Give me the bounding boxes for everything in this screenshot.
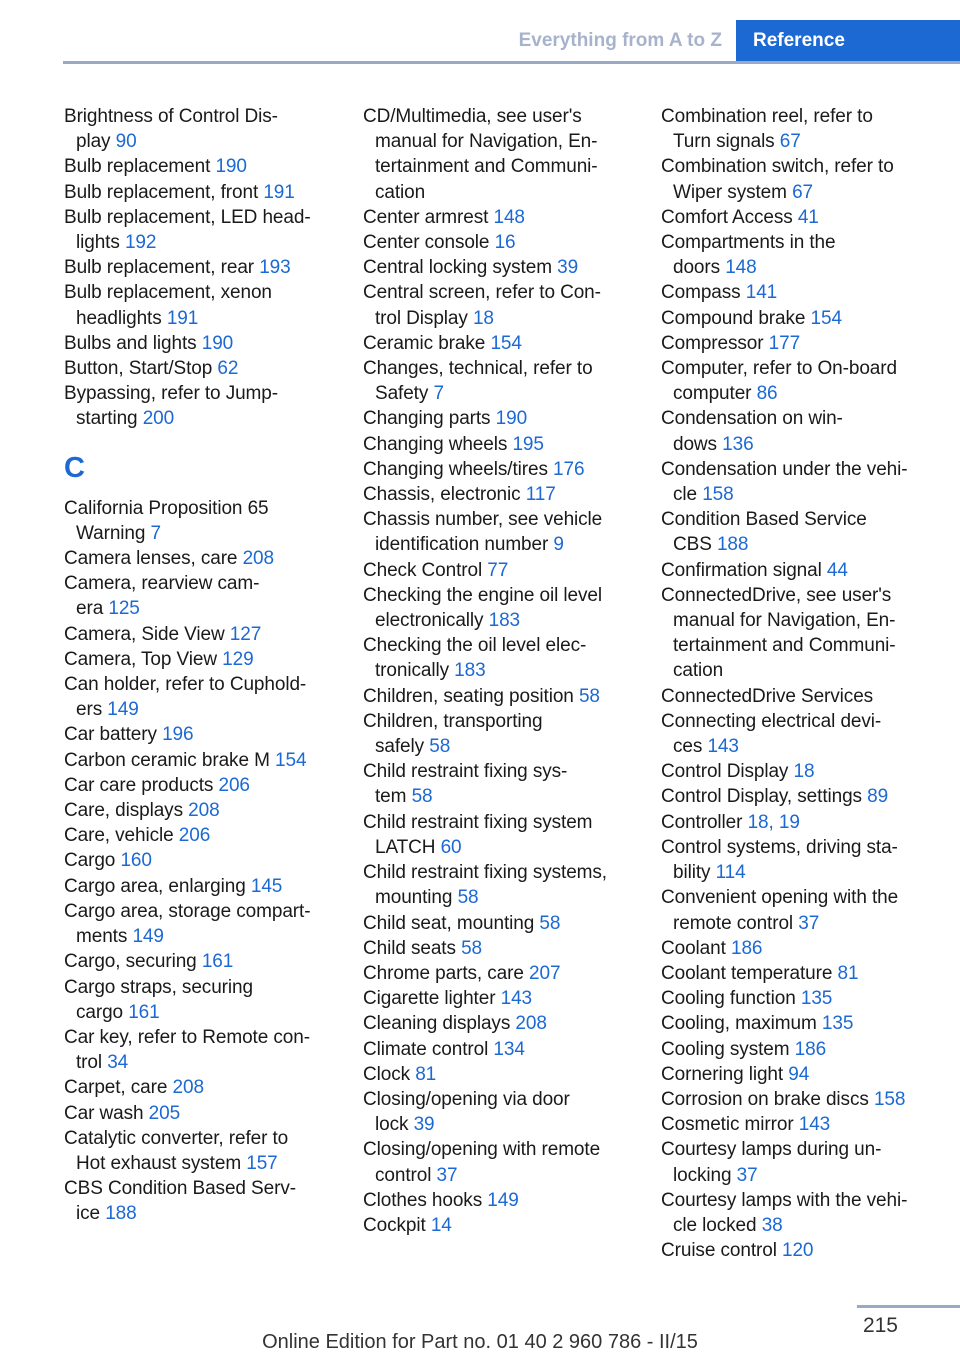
index-entry-term: Connecting electrical devi- ces bbox=[661, 710, 882, 758]
index-entry-term: Condensation under the vehi- cle bbox=[661, 458, 908, 506]
index-entry-term: Chassis number, see vehicle identification number bbox=[363, 509, 603, 556]
index-entry-term: Condensation on win- dows bbox=[661, 408, 843, 455]
index-entry-term: Combination switch, refer to Wiper system bbox=[661, 156, 894, 203]
page-reference-link[interactable]: 127 bbox=[229, 623, 262, 645]
index-entry bbox=[64, 949, 332, 974]
index-entry bbox=[363, 583, 631, 633]
index-entry-term: Can holder, refer to Cuphold- ers bbox=[64, 674, 307, 721]
index-entry bbox=[64, 1101, 332, 1126]
index-entry-term: Corrosion on brake discs bbox=[661, 1088, 869, 1110]
index-entry-term: Ceramic brake bbox=[363, 332, 486, 354]
index-entry-term: Child restraint fixing system LATCH bbox=[363, 811, 593, 858]
index-entry bbox=[363, 1062, 631, 1087]
index-entry bbox=[64, 798, 332, 823]
index-entry bbox=[363, 230, 631, 255]
index-entry-term: Compartments in the doors bbox=[661, 232, 836, 279]
index-entry-term: Compound brake bbox=[661, 307, 806, 329]
index-entry-term: Check Control bbox=[363, 559, 483, 581]
index-column-1 bbox=[64, 104, 332, 1227]
index-entry-term: Changing wheels bbox=[363, 433, 508, 455]
index-entry bbox=[661, 684, 929, 709]
index-entry-term: Central locking system bbox=[363, 257, 552, 279]
index-entry-term: Central screen, refer to Con- trol Display bbox=[363, 282, 601, 329]
page-reference-link[interactable]: 208 bbox=[172, 1077, 204, 1099]
page-reference-link[interactable]: 38 bbox=[761, 1214, 783, 1236]
header-rule bbox=[63, 61, 960, 64]
index-entry bbox=[64, 356, 332, 381]
index-entry-term: Carbon ceramic brake M bbox=[64, 749, 270, 771]
index-entry bbox=[661, 583, 929, 684]
index-entry bbox=[64, 722, 332, 747]
page-reference-link[interactable]: 60 bbox=[440, 836, 462, 858]
index-entry bbox=[64, 280, 332, 330]
page-reference-link[interactable]: 200 bbox=[142, 408, 175, 430]
index-entry bbox=[661, 1037, 929, 1062]
page-reference-link[interactable]: 143 bbox=[500, 988, 533, 1010]
index-entry bbox=[661, 306, 929, 331]
index-entry bbox=[661, 558, 929, 583]
index-entry bbox=[363, 280, 631, 330]
index-entry bbox=[661, 280, 929, 305]
index-entry bbox=[64, 773, 332, 798]
page-reference-link[interactable]: 89 bbox=[867, 786, 889, 808]
index-entry-term: Courtesy lamps during un- locking bbox=[661, 1139, 882, 1186]
page-reference-link[interactable]: 208 bbox=[515, 1013, 547, 1035]
chapter-tab: Reference bbox=[736, 20, 960, 64]
page-reference-link[interactable]: 37 bbox=[436, 1164, 458, 1186]
page-reference-link[interactable]: 41 bbox=[797, 206, 819, 228]
page-reference-link[interactable]: 207 bbox=[529, 962, 561, 984]
page-reference-link[interactable]: 190 bbox=[495, 408, 528, 430]
page-reference-link[interactable]: 193 bbox=[259, 257, 291, 279]
index-entry-term: Car care products bbox=[64, 774, 214, 796]
index-entry-term: California Proposition 65 Warning bbox=[64, 497, 269, 544]
index-entry bbox=[363, 759, 631, 809]
index-entry bbox=[363, 684, 631, 709]
index-entry bbox=[64, 1025, 332, 1075]
index-entry-term: Camera, rearview cam- era bbox=[64, 573, 260, 620]
index-entry bbox=[661, 205, 929, 230]
page-reference-link[interactable]: 206 bbox=[178, 825, 211, 847]
index-entry bbox=[363, 558, 631, 583]
index-entry bbox=[661, 936, 929, 961]
page-reference-link[interactable]: 58 bbox=[457, 887, 479, 909]
index-entry-term: Condition Based Service CBS bbox=[661, 509, 867, 556]
index-entry-term: Combination reel, refer to Turn signals bbox=[661, 106, 873, 153]
index-entry-term: Button, Start/Stop bbox=[64, 358, 213, 380]
index-entry-term: Bypassing, refer to Jump- starting bbox=[64, 383, 278, 430]
index-entry bbox=[363, 104, 631, 205]
page-reference-link[interactable]: 154 bbox=[275, 749, 307, 771]
page-reference-link[interactable]: 136 bbox=[722, 433, 754, 455]
index-entry-term: Care, displays bbox=[64, 800, 183, 822]
index-entry-term: Bulb replacement, xenon headlights bbox=[64, 282, 272, 329]
index-entry bbox=[363, 986, 631, 1011]
index-entry bbox=[363, 205, 631, 230]
index-entry bbox=[363, 961, 631, 986]
index-entry-term: Bulb replacement, rear bbox=[64, 257, 255, 279]
index-entry-term: Car battery bbox=[64, 724, 157, 746]
index-entry-term: Car key, refer to Remote con- trol bbox=[64, 1026, 310, 1074]
index-entry bbox=[64, 899, 332, 949]
page-reference-link[interactable]: 67 bbox=[792, 181, 813, 203]
page-reference-link[interactable]: 191 bbox=[166, 307, 199, 329]
page-reference-link[interactable]: 158 bbox=[873, 1088, 906, 1110]
index-entry-term: Catalytic converter, refer to Hot exhaust system bbox=[64, 1127, 289, 1174]
index-entry-term: Center console bbox=[363, 232, 490, 254]
index-entry-term: Convenient opening with the remote control bbox=[661, 887, 899, 934]
index-entry bbox=[661, 1062, 929, 1087]
index-entry-term: Camera, Side View bbox=[64, 623, 225, 645]
page-reference-link[interactable]: 158 bbox=[702, 484, 734, 506]
index-entry-term: Controller bbox=[661, 811, 743, 833]
index-entry-term: CD/Multimedia, see user's manual for Navigation, En- tertainment and Communi- cation bbox=[363, 106, 598, 203]
index-entry bbox=[363, 1213, 631, 1238]
page-reference-link[interactable]: 161 bbox=[128, 1001, 160, 1023]
page-reference-link[interactable]: 135 bbox=[800, 988, 833, 1010]
page-reference-link[interactable]: 39 bbox=[413, 1114, 435, 1136]
index-entry bbox=[64, 205, 332, 255]
index-entry-term: Camera lenses, care bbox=[64, 548, 238, 570]
index-entry-term: Coolant bbox=[661, 937, 726, 959]
page-reference-link[interactable]: 154 bbox=[810, 307, 842, 329]
page-reference-link[interactable]: 18 bbox=[793, 761, 815, 783]
index-entry bbox=[64, 331, 332, 356]
index-entry-term: Control Display, settings bbox=[661, 786, 862, 808]
index-entry-term: Children, seating position bbox=[363, 685, 574, 707]
index-entry-term: Cargo straps, securing cargo bbox=[64, 976, 253, 1023]
page-reference-link[interactable]: 143 bbox=[798, 1114, 831, 1136]
page-reference-link[interactable]: 206 bbox=[218, 774, 250, 796]
page-reference-link[interactable]: 149 bbox=[107, 699, 139, 721]
index-entry-term: Checking the engine oil level electronically bbox=[363, 584, 602, 632]
page-reference-link[interactable]: 186 bbox=[794, 1038, 827, 1060]
page-reference-link[interactable]: 149 bbox=[487, 1189, 519, 1211]
index-entry bbox=[661, 709, 929, 759]
index-column-2 bbox=[363, 104, 631, 1238]
index-entry-term: Control Display bbox=[661, 761, 789, 783]
index-entry bbox=[64, 154, 332, 179]
index-entry bbox=[661, 759, 929, 784]
index-entry-term: Cigarette lighter bbox=[363, 988, 496, 1010]
index-entry bbox=[363, 482, 631, 507]
index-entry bbox=[661, 1238, 929, 1263]
page-reference-link[interactable]: 14 bbox=[430, 1214, 452, 1236]
index-entry-term: Cooling system bbox=[661, 1038, 790, 1060]
page-reference-link[interactable]: 90 bbox=[115, 131, 137, 153]
index-entry bbox=[661, 1011, 929, 1036]
index-entry bbox=[661, 230, 929, 280]
index-entry bbox=[64, 647, 332, 672]
index-entry bbox=[64, 622, 332, 647]
index-entry-term: Cockpit bbox=[363, 1214, 426, 1236]
index-entry-term: Child seats bbox=[363, 937, 456, 959]
index-entry-term: Cargo area, enlarging bbox=[64, 875, 246, 897]
index-entry bbox=[64, 975, 332, 1025]
index-entry bbox=[661, 1137, 929, 1187]
index-entry-term: Chassis, electronic bbox=[363, 484, 521, 506]
section-title: Everything from A to Z bbox=[518, 30, 722, 51]
index-entry-term: Checking the oil level elec- tronically bbox=[363, 635, 587, 682]
index-entry bbox=[363, 331, 631, 356]
index-entry bbox=[661, 356, 929, 406]
index-entry-term: Cosmetic mirror bbox=[661, 1114, 794, 1136]
index-entry-term: Closing/opening with remote control bbox=[363, 1139, 601, 1186]
index-entry-term: Child restraint fixing sys- tem bbox=[363, 761, 568, 808]
page-reference-link[interactable]: 7 bbox=[433, 383, 444, 405]
page-number: 215 bbox=[862, 1314, 898, 1337]
index-entry bbox=[661, 961, 929, 986]
page-reference-link[interactable]: 183 bbox=[488, 610, 521, 632]
index-entry-term: Comfort Access bbox=[661, 206, 793, 228]
index-entry bbox=[363, 860, 631, 910]
page-reference-link[interactable]: 81 bbox=[837, 962, 859, 984]
index-entry bbox=[661, 1087, 929, 1112]
index-entry bbox=[64, 1075, 332, 1100]
index-entry bbox=[363, 255, 631, 280]
page-reference-link[interactable]: 58 bbox=[411, 786, 433, 808]
page-reference-link[interactable]: 34 bbox=[107, 1052, 129, 1074]
page-reference-link[interactable]: 188 bbox=[105, 1203, 137, 1225]
letter-heading: C bbox=[64, 451, 85, 484]
index-entry-term: Car wash bbox=[64, 1102, 144, 1124]
page-reference-link[interactable]: 186 bbox=[730, 937, 763, 959]
index-entry bbox=[661, 885, 929, 935]
index-entry bbox=[661, 154, 929, 204]
index-entry bbox=[64, 848, 332, 873]
index-entry-term: Clock bbox=[363, 1063, 411, 1085]
page-reference-link[interactable]: 141 bbox=[745, 282, 778, 304]
page-reference-link[interactable]: 208 bbox=[242, 548, 274, 570]
page-reference-link[interactable]: 120 bbox=[782, 1240, 814, 1262]
page-reference-link[interactable]: 86 bbox=[756, 383, 778, 405]
index-entry-term: Compass bbox=[661, 282, 741, 304]
index-entry-term: ConnectedDrive Services bbox=[661, 685, 874, 707]
index-entry-term: CBS Condition Based Serv- ice bbox=[64, 1178, 296, 1225]
page-reference-link[interactable]: 114 bbox=[715, 862, 746, 884]
index-entry bbox=[363, 1011, 631, 1036]
index-entry-term: Changing parts bbox=[363, 408, 491, 430]
page-reference-link[interactable]: 58 bbox=[539, 912, 561, 934]
index-entry-term: Cornering light bbox=[661, 1063, 784, 1085]
index-entry-term: Children, transporting safely bbox=[363, 710, 543, 758]
index-entry bbox=[363, 406, 631, 431]
index-entry-term: Climate control bbox=[363, 1038, 489, 1060]
index-entry bbox=[363, 356, 631, 406]
page-reference-link[interactable]: 190 bbox=[215, 156, 247, 178]
page-reference-link[interactable]: 58 bbox=[461, 937, 483, 959]
index-entry bbox=[64, 496, 332, 546]
edition-footer: Online Edition for Part no. 01 40 2 960 786 - II/15 bbox=[262, 1331, 698, 1353]
page-reference-link[interactable]: 58 bbox=[429, 736, 451, 758]
page-reference-link[interactable]: 149 bbox=[132, 926, 164, 948]
index-entry bbox=[64, 672, 332, 722]
index-entry-term: Cargo, securing bbox=[64, 951, 197, 973]
index-entry bbox=[661, 104, 929, 154]
index-entry bbox=[64, 381, 332, 431]
page-reference-link[interactable]: 37 bbox=[736, 1164, 758, 1186]
index-entry bbox=[661, 406, 929, 456]
index-entry bbox=[64, 255, 332, 280]
index-entry-term: Confirmation signal bbox=[661, 559, 822, 581]
page-reference-link[interactable]: 77 bbox=[487, 559, 509, 581]
index-entry-term: Bulb replacement, front bbox=[64, 181, 259, 203]
page-reference-link[interactable]: 161 bbox=[201, 951, 234, 973]
page-reference-link[interactable]: 81 bbox=[415, 1063, 437, 1085]
index-entry-term: Closing/opening via door lock bbox=[363, 1088, 570, 1136]
index-entry-term: Coolant temperature bbox=[661, 962, 833, 984]
index-entry bbox=[661, 331, 929, 356]
index-entry bbox=[64, 823, 332, 848]
footer-rule bbox=[857, 1305, 960, 1308]
page-reference-link[interactable]: 154 bbox=[490, 332, 522, 354]
page-reference-link[interactable]: 177 bbox=[768, 332, 801, 354]
index-entry-term: Computer, refer to On-board computer bbox=[661, 358, 897, 405]
page-reference-link[interactable]: 148 bbox=[493, 206, 525, 228]
page-header bbox=[0, 0, 960, 62]
index-entry-term: Bulb replacement bbox=[64, 156, 211, 178]
page-reference-link[interactable]: 39 bbox=[557, 257, 579, 279]
index-entry-term: Carpet, care bbox=[64, 1077, 168, 1099]
page-reference-link[interactable]: 183 bbox=[454, 660, 486, 682]
index-entry bbox=[363, 911, 631, 936]
index-entry-term: Compressor bbox=[661, 332, 764, 354]
index-entry-term: Center armrest bbox=[363, 206, 489, 228]
page-reference-link[interactable]: 190 bbox=[201, 332, 234, 354]
page-reference-link[interactable]: 143 bbox=[707, 736, 739, 758]
index-entry bbox=[363, 1188, 631, 1213]
index-entry bbox=[64, 1126, 332, 1176]
index-entry bbox=[64, 571, 332, 621]
page-reference-link[interactable]: 44 bbox=[826, 559, 848, 581]
index-entry-term: Cooling function bbox=[661, 988, 796, 1010]
index-entry bbox=[64, 748, 332, 773]
index-entry-term: Clothes hooks bbox=[363, 1189, 483, 1211]
index-entry bbox=[363, 1137, 631, 1187]
page-reference-link[interactable]: 135 bbox=[821, 1013, 854, 1035]
page-reference-link[interactable]: 160 bbox=[120, 850, 152, 872]
page-reference-link[interactable]: 18 bbox=[472, 307, 494, 329]
index-entry-term: Cargo area, storage compart- ments bbox=[64, 900, 311, 948]
index-entry bbox=[363, 457, 631, 482]
index-entry bbox=[661, 457, 929, 507]
index-entry bbox=[661, 1112, 929, 1137]
index-entry-term: ConnectedDrive, see user's manual for Navigation, En- tertainment and Communi- cation bbox=[661, 584, 896, 682]
index-entry bbox=[64, 1176, 332, 1226]
index-entry bbox=[363, 810, 631, 860]
page-reference-link[interactable]: 67 bbox=[779, 131, 801, 153]
index-entry-term: Control systems, driving sta- bility bbox=[661, 836, 898, 884]
page-reference-link[interactable]: 16 bbox=[494, 232, 516, 254]
page-reference-link[interactable]: 125 bbox=[108, 598, 140, 620]
index-entry bbox=[64, 546, 332, 571]
index-entry-term: Changing wheels/tires bbox=[363, 458, 548, 480]
index-entry bbox=[64, 874, 332, 899]
page-reference-link[interactable]: 205 bbox=[148, 1102, 181, 1124]
page-reference-link[interactable]: 94 bbox=[788, 1063, 810, 1085]
page-reference-link[interactable]: 145 bbox=[250, 875, 283, 897]
index-entry bbox=[64, 180, 332, 205]
index-entry-term: Courtesy lamps with the vehi- cle locked bbox=[661, 1189, 908, 1236]
page-reference-link[interactable]: 9 bbox=[553, 534, 564, 556]
index-entry-term: Child restraint fixing systems, mounting bbox=[363, 862, 607, 909]
index-entry bbox=[363, 709, 631, 759]
index-entry-term: Chrome parts, care bbox=[363, 962, 524, 984]
index-entry bbox=[363, 633, 631, 683]
index-entry-term: Cooling, maximum bbox=[661, 1013, 817, 1035]
index-entry bbox=[64, 104, 332, 154]
page-reference-link[interactable]: 117 bbox=[525, 484, 556, 506]
index-entry bbox=[661, 986, 929, 1011]
page-reference-link[interactable]: 192 bbox=[124, 232, 157, 254]
page-reference-link[interactable]: 58 bbox=[578, 685, 600, 707]
index-entry bbox=[661, 835, 929, 885]
page-reference-link[interactable]: 157 bbox=[246, 1152, 278, 1174]
index-entry bbox=[363, 1087, 631, 1137]
page-reference-link[interactable]: 62 bbox=[217, 358, 239, 380]
index-entry bbox=[661, 810, 929, 835]
page-reference-link[interactable]: 196 bbox=[162, 724, 194, 746]
page-reference-link[interactable]: 176 bbox=[553, 458, 585, 480]
index-entry bbox=[661, 1188, 929, 1238]
index-entry-term: Changes, technical, refer to Safety bbox=[363, 358, 593, 405]
index-entry bbox=[661, 507, 929, 557]
index-entry-term: Care, vehicle bbox=[64, 825, 174, 847]
page-reference-link[interactable]: 37 bbox=[798, 912, 820, 934]
index-entry-term: Camera, Top View bbox=[64, 648, 217, 670]
index-entry-term: Child seat, mounting bbox=[363, 912, 535, 934]
page-reference-link[interactable]: 191 bbox=[263, 181, 295, 203]
page-reference-link[interactable]: 134 bbox=[493, 1038, 525, 1060]
index-entry-term: Cruise control bbox=[661, 1240, 777, 1262]
index-entry-term: Bulb replacement, LED head- lights bbox=[64, 206, 311, 254]
page-reference-link[interactable]: 188 bbox=[716, 534, 749, 556]
index-entry bbox=[363, 507, 631, 557]
page-reference-link[interactable]: 129 bbox=[222, 648, 254, 670]
index-entry-term: Cargo bbox=[64, 850, 116, 872]
page-reference-link[interactable]: 18, 19 bbox=[747, 811, 800, 833]
index-entry-term: Brightness of Control Dis- play bbox=[64, 106, 278, 153]
index-entry-term: Bulbs and lights bbox=[64, 332, 197, 354]
index-entry bbox=[661, 784, 929, 809]
index-entry bbox=[363, 1037, 631, 1062]
page-reference-link[interactable]: 148 bbox=[725, 257, 757, 279]
index-column-3 bbox=[661, 104, 929, 1263]
index-entry bbox=[363, 936, 631, 961]
index-entry-term: Cleaning displays bbox=[363, 1013, 511, 1035]
page-reference-link[interactable]: 7 bbox=[150, 522, 162, 544]
page-reference-link[interactable]: 208 bbox=[188, 800, 220, 822]
page-reference-link[interactable]: 195 bbox=[512, 433, 544, 455]
index-entry bbox=[363, 432, 631, 457]
